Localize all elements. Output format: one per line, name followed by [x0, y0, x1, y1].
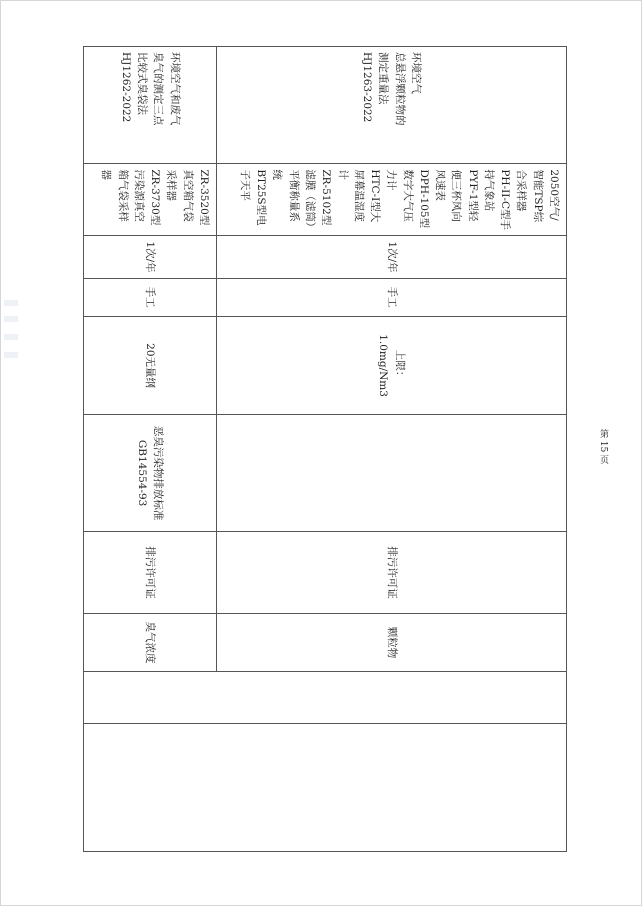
- standard-line: 恶臭污染物排放标准: [152, 425, 165, 521]
- frequency-cell: 1次/年: [217, 236, 567, 278]
- table-row-tsp: [217, 47, 567, 852]
- equipment-line: ZR-5102型滤膜（滤筒）平衡称量系统: [271, 169, 333, 228]
- method-line: 比较式臭袋法: [136, 52, 148, 115]
- limit-line: 1.0mg/Nm3: [377, 334, 390, 397]
- equipment-line: PYF-1型轻便三杯风向风速表: [434, 169, 479, 222]
- limit-line: 上限：: [393, 349, 406, 382]
- method-cell: [84, 47, 217, 164]
- scan-mark: [4, 334, 18, 340]
- equipment-line: BT25S型电子天平: [238, 169, 268, 226]
- equipment-line: DPH-105型数字大气压力计: [385, 169, 430, 229]
- empty-cell: [84, 671, 567, 724]
- equipment-cell: [84, 164, 217, 236]
- limit-line: 20无量纲: [144, 343, 157, 389]
- standard-cell: [84, 415, 217, 531]
- item-cell: 臭气浓度: [84, 614, 217, 672]
- limit-cell: [217, 316, 567, 415]
- monitoring-table-rotated: [84, 46, 567, 852]
- frequency-cell: 1次/年: [84, 236, 217, 278]
- equipment-line: PH-II-C型手持气象站: [482, 169, 512, 230]
- method-line: 环境空气: [410, 52, 423, 94]
- method-line: 臭气的测定三点: [152, 52, 165, 126]
- monitoring-table-wrapper: [84, 46, 567, 852]
- standard-line: GB14554-93: [136, 439, 148, 507]
- mode-cell: 手工: [217, 278, 567, 316]
- source-cell: 排污许可证: [217, 531, 567, 613]
- standard-cell: [217, 415, 567, 531]
- method-line: 环境空气和废气: [168, 52, 181, 126]
- method-line: 测定重量法: [377, 52, 390, 105]
- scan-mark: [4, 352, 18, 358]
- source-cell: 排污许可证: [84, 531, 217, 613]
- scan-mark: [4, 300, 18, 306]
- method-cell: [217, 47, 567, 164]
- limit-cell: [84, 316, 217, 415]
- equipment-cell: [217, 164, 567, 236]
- page-number: [596, 429, 610, 477]
- equipment-line: HTC-Ⅰ型大屏幕温湿度计: [336, 169, 382, 223]
- monitoring-table: [83, 46, 567, 852]
- equipment-line: 2050空气/智能TSP综合采样器: [515, 169, 560, 223]
- method-line: HJ1263-2022: [361, 52, 374, 123]
- page-number-label: 第 15 页: [598, 429, 608, 465]
- method-line: HJ1262-2022: [119, 52, 132, 123]
- equipment-line: ZR-3730型污染源真空箱气袋采样器: [100, 169, 162, 226]
- item-cell: 颗粒物: [217, 614, 567, 672]
- empty-cell: [84, 724, 567, 852]
- scan-mark: [4, 316, 18, 322]
- method-line: 总悬浮颗粒物的: [393, 52, 406, 126]
- mode-cell: 手工: [84, 278, 217, 316]
- equipment-line: ZR-3520型真空箱气袋采样器: [165, 169, 210, 226]
